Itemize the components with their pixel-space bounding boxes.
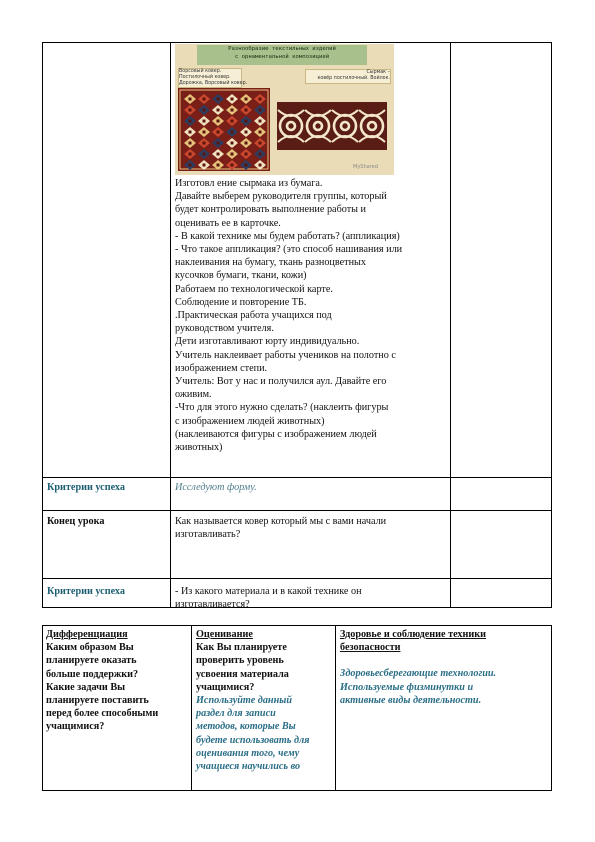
health-heading: безопасности — [340, 642, 401, 654]
text-line: проверить уровень — [196, 655, 284, 667]
carpet-motif-center — [245, 120, 248, 123]
carpet-motif-center — [217, 98, 220, 101]
hint-line: раздел для записи — [196, 708, 276, 720]
border-left — [42, 42, 43, 608]
text-line: перед более способными — [46, 708, 159, 720]
text-line: - Что такое аппликация? (это способ нашивания или — [175, 244, 403, 256]
carpet-motif-center — [259, 164, 262, 167]
text-line: оценивать ее в карточке. — [175, 217, 281, 229]
text-line: изготавливать? — [175, 529, 241, 541]
lower-border-left — [42, 625, 43, 791]
text-line: с изображением людей животных) — [175, 415, 325, 427]
carpet-motif-center — [231, 164, 234, 167]
health-safety-cell — [340, 628, 550, 707]
carpet-motif-center — [231, 153, 234, 156]
slide-right-caption — [305, 69, 391, 84]
criteria-label-1: Критерии успеха — [47, 482, 125, 493]
text-line: Работаем по технологической карте. — [175, 283, 333, 295]
differentiation-heading: Дифференциация — [46, 629, 128, 640]
lesson-activity-text — [175, 177, 447, 454]
caption-line: Дорожка, Ворсовый ковер. — [179, 81, 248, 86]
text-line: Учитель наклеивает работы учеников на полотно с — [175, 349, 396, 361]
hint-line: методов, которые Вы — [196, 721, 296, 733]
border-row2 — [42, 510, 552, 511]
carpet-motif-center — [245, 109, 248, 112]
carpet-motif-center — [217, 131, 220, 134]
text-line: -Что для этого нужно сделать? (наклеить фигуры — [175, 402, 389, 414]
carpet-motif-center — [203, 153, 206, 156]
text-line: усвоения материала — [196, 668, 289, 680]
lower-border-top — [42, 625, 552, 626]
carpet-motif-center — [203, 164, 206, 167]
text-line: Как Вы планируете — [196, 642, 287, 654]
lower-border-bottom — [42, 790, 552, 791]
carpet-motif-center — [231, 120, 234, 123]
carpet-motif-center — [189, 109, 192, 112]
text-line: Каким образом Вы — [46, 642, 134, 654]
slide-left-caption — [178, 68, 248, 88]
text-line: - В какой технике мы будем работать? (аппликация) — [175, 230, 400, 242]
text-line: планируете поставить — [46, 695, 149, 707]
text-line: изготавливается? — [175, 599, 250, 611]
caption-line: Постилочный ковер. — [179, 75, 231, 80]
spacer — [340, 654, 550, 667]
carpet-motif-center — [231, 131, 234, 134]
slide-title-line: с орнаментальной композицией — [234, 54, 330, 60]
carpet-motif-center — [259, 120, 262, 123]
text-line: больше поддержки? — [46, 668, 139, 680]
carpet-motif-center — [203, 120, 206, 123]
carpet-motif-center — [203, 131, 206, 134]
carpet-motif-center — [189, 98, 192, 101]
carpet-motif-center — [231, 109, 234, 112]
border-right — [551, 42, 552, 608]
text-line: будет контролировать выполнение работы и — [175, 204, 367, 216]
carpet-motif-center — [217, 164, 220, 167]
carpet-motif-center — [259, 98, 262, 101]
criteria-text-1: Исследуют форму. — [175, 482, 257, 493]
border-row1 — [42, 477, 552, 478]
carpet-motif-center — [217, 109, 220, 112]
health-heading: Здоровье и соблюдение техники — [340, 629, 487, 640]
criteria-label-2: Критерии успеха — [47, 586, 125, 597]
syrmak-image — [277, 102, 387, 150]
caption-line: Сырмак – — [366, 70, 390, 75]
carpet-motif-center — [259, 109, 262, 112]
caption-line: ковёр постилочный. Войлок. — [317, 76, 390, 81]
carpet-motif-center — [245, 98, 248, 101]
carpet-motif-center — [245, 142, 248, 145]
carpet-motif-center — [217, 120, 220, 123]
lower-border-right — [551, 625, 552, 791]
text-line: Как называется ковер который мы с вами начали — [175, 516, 387, 527]
text-line: Соблюдение и повторение ТБ. — [175, 296, 307, 308]
slide-title-line: Разнообразие текстильных изделий — [228, 46, 336, 52]
carpet-motif-center — [189, 164, 192, 167]
text-line: Изготовл ение сырмака из бумага. — [175, 178, 323, 189]
text-line: - Из какого материала и в какой технике он — [175, 586, 362, 597]
text-line: Дети изготавливают юрту индивидуально. — [175, 336, 360, 348]
carpet-motif-center — [189, 131, 192, 134]
hint-line: Используемые физминутки и — [340, 681, 474, 693]
text-line: Учитель: Вот у нас и получился аул. Давайте его — [175, 376, 387, 388]
carpet-motif-center — [231, 142, 234, 145]
carpet-motif-center — [231, 98, 234, 101]
hint-line: активные виды деятельности. — [340, 694, 482, 706]
carpet-motif-center — [245, 153, 248, 156]
lesson-end-label: Конец урока — [47, 516, 105, 527]
text-line: животных) — [175, 442, 223, 454]
criteria-question-2 — [175, 585, 362, 611]
hint-line: оценивания того, чему — [196, 747, 300, 759]
lower-border-c2 — [335, 625, 336, 791]
hint-line: будете использовать для — [196, 734, 310, 746]
carpet-motif-center — [217, 153, 220, 156]
lesson-end-question — [175, 515, 386, 541]
border-row3 — [42, 578, 552, 579]
carpet-motif-center — [245, 131, 248, 134]
carpet-motif-center — [259, 142, 262, 145]
differentiation-cell — [46, 628, 190, 734]
text-line: планируете оказать — [46, 655, 137, 667]
text-line: руководством учителя. — [175, 323, 274, 335]
text-line: Давайте выберем руководителя группы, который — [175, 191, 387, 203]
carpet-motif-center — [189, 142, 192, 145]
carpet-motif-center — [189, 120, 192, 123]
hint-line: Используйте данный — [196, 695, 292, 707]
carpet-motif-center — [203, 98, 206, 101]
slide-title — [197, 45, 367, 65]
border-col1 — [170, 42, 171, 608]
text-line: Какие задачи Вы — [46, 681, 126, 693]
text-line: учащимися? — [46, 721, 105, 733]
slide-watermark: MyShared — [353, 164, 378, 170]
carpet-motif-center — [203, 109, 206, 112]
lower-border-c1 — [191, 625, 192, 791]
border-col2 — [450, 42, 451, 608]
text-line: .Практическая работа учащихся под — [175, 310, 332, 322]
hint-line: Здоровьесберегающие технологии. — [340, 668, 497, 680]
carpet-motif-center — [203, 142, 206, 145]
text-line: (наклеиваются фигуры с изображением людей — [175, 428, 377, 440]
text-line: учащимися? — [196, 681, 255, 693]
carpet-motif-center — [259, 131, 262, 134]
text-line: оживим. — [175, 389, 212, 401]
border-top — [42, 42, 552, 43]
caption-line: Ворсовый ковер. — [179, 69, 222, 74]
text-line: изображением степи. — [175, 362, 268, 374]
text-line: кусочков бумаги, ткани, кожи) — [175, 270, 307, 282]
carpet-image — [178, 88, 270, 171]
assessment-heading: Оценивание — [196, 629, 253, 640]
hint-line: учащиеся научились во — [196, 761, 301, 773]
carpet-motif-center — [189, 153, 192, 156]
textile-slide-image — [175, 44, 394, 175]
carpet-motif-center — [245, 164, 248, 167]
assessment-cell — [196, 628, 334, 773]
carpet-motif-center — [217, 142, 220, 145]
carpet-motif-center — [259, 153, 262, 156]
text-line: наклеивания на бумагу, ткань разноцветных — [175, 257, 366, 269]
